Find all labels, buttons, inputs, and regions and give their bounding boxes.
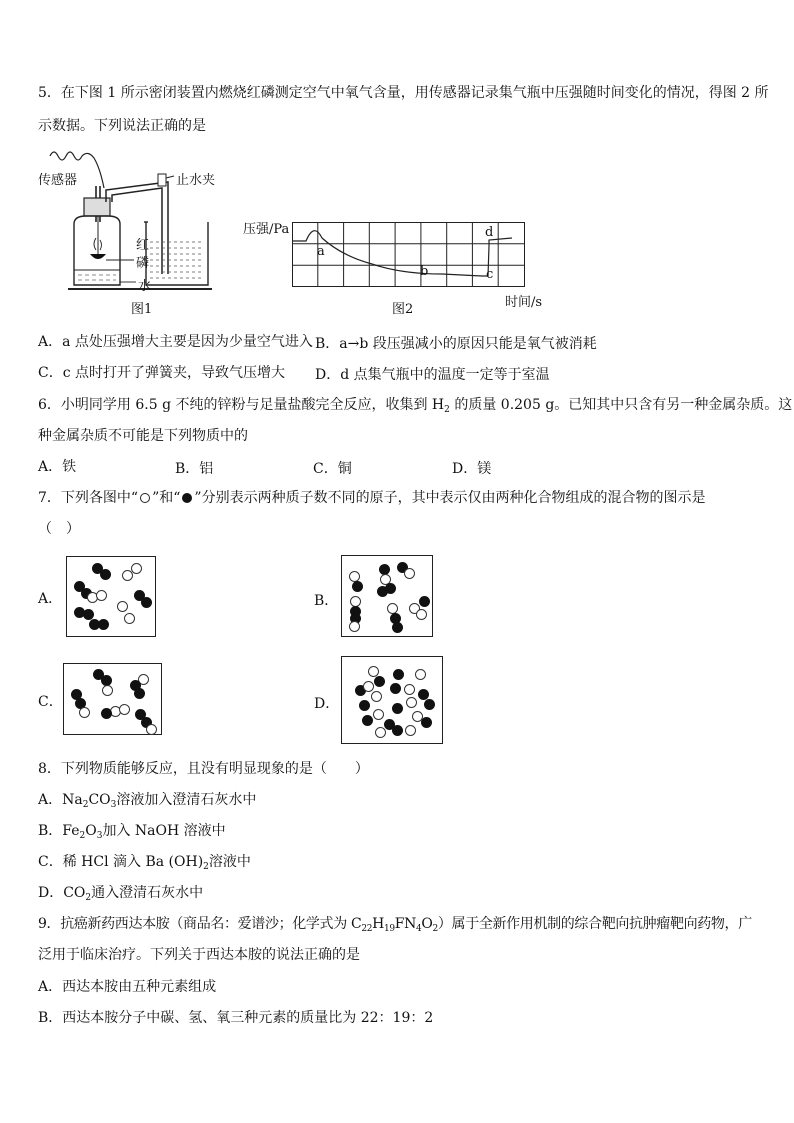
q9-option-a: A．西达本胺由五种元素组成 <box>38 979 217 995</box>
point-d: d <box>485 225 494 240</box>
q5-option-b: B．a→b 段压强减小的原因只能是氧气被消耗 <box>315 336 597 352</box>
q7-label-c: C． <box>38 694 63 710</box>
q7-answer-paren: （ ） <box>38 521 80 537</box>
q6-option-a: A．铁 <box>38 459 77 475</box>
q5-option-a: A．a 点处压强增大主要是因为少量空气进入 <box>38 334 313 350</box>
q9-option-b: B．西达本胺分子中碳、氢、氧三种元素的质量比为 22：19：2 <box>38 1010 434 1026</box>
q5-figure2 <box>240 214 560 319</box>
white-atom <box>404 568 415 579</box>
black-atom <box>421 717 432 728</box>
q5-stem-line1: 5．在下图 1 所示密闭装置内燃烧红磷测定空气中氧气含量，用传感器记录集气瓶中压强随时间变化的情况，得图 2 所 <box>38 85 769 101</box>
point-a: a <box>317 244 325 259</box>
black-atom <box>390 683 401 694</box>
white-atom <box>363 681 374 692</box>
red-phosphorus-label-2: 磷 <box>136 256 150 271</box>
pressure-graph <box>292 216 532 291</box>
black-atom <box>393 669 404 680</box>
white-atom <box>373 709 384 720</box>
black-atom <box>100 569 111 580</box>
black-atom <box>141 597 152 608</box>
q6-option-d: D．镁 <box>452 461 492 477</box>
q8-option-d: D．$CO_2$通入澄清石灰水中 <box>38 885 204 903</box>
q7-diagram-d <box>341 656 443 744</box>
q6-stem-line2: 种金属杂质不可能是下列物质中的 <box>38 428 248 444</box>
q8-stem: 8．下列物质能够反应，且没有明显现象的是（ ） <box>38 761 369 777</box>
q7-diagram-a <box>66 556 156 637</box>
q9-stem-line1: 9．抗癌新药西达本胺（商品名：爱谱沙；化学式为 $C_{22}H_{19}FN_4O_2$）属于全新作用机制的综合靶向抗肿瘤靶向药物，广 <box>38 916 752 934</box>
black-atom <box>101 708 112 719</box>
black-atom <box>134 688 145 699</box>
white-atom <box>146 724 157 735</box>
figure1-caption: 图1 <box>131 302 153 317</box>
q5-figure1 <box>36 142 236 317</box>
black-atom <box>352 581 363 592</box>
q7-diagram-b <box>341 555 433 637</box>
q6-option-c: C．铜 <box>313 461 352 477</box>
q7-stem: 7．下列各图中“ ”和“ ”分别表示两种质子数不同的原子，其中表示仅由两种化合物组成的混合物的图示是 <box>38 490 706 506</box>
point-c: c <box>486 267 494 282</box>
black-atom <box>374 676 385 687</box>
black-atom <box>385 583 396 594</box>
q7-label-a: A． <box>38 591 63 607</box>
white-atom <box>349 621 360 632</box>
white-atom <box>102 685 113 696</box>
q8-option-a: A．$Na_2CO_3$溶液加入澄清石灰水中 <box>38 792 257 810</box>
white-atom <box>415 669 426 680</box>
white-atom <box>406 697 417 708</box>
black-atom <box>98 619 109 630</box>
black-atom <box>392 703 403 714</box>
white-atom <box>404 684 415 695</box>
clamp-label: 止水夹 <box>176 173 216 188</box>
q6-option-b: B．铝 <box>175 461 214 477</box>
black-atom <box>392 622 403 633</box>
q8-option-c: C．稀 HCl 滴入 Ba $(OH)_2$溶液中 <box>38 854 251 872</box>
black-atom-icon <box>182 493 192 503</box>
white-atom <box>119 704 130 715</box>
sensor-label: 传感器 <box>38 173 78 188</box>
black-atom <box>359 700 370 711</box>
black-atom <box>424 699 435 710</box>
white-atom <box>131 563 142 574</box>
white-atom <box>375 727 386 738</box>
black-atom <box>419 596 430 607</box>
black-atom <box>392 725 403 736</box>
point-b: b <box>420 264 429 279</box>
q7-label-d: D． <box>314 696 340 712</box>
red-phosphorus-label-1: 红 <box>136 238 150 253</box>
white-atom <box>405 725 416 736</box>
pressure-axis-label: 压强/Pa <box>243 222 290 237</box>
q9-stem-line2: 泛用于临床治疗。下列关于西达本胺的说法正确的是 <box>38 947 360 963</box>
black-atom <box>362 715 373 726</box>
white-atom <box>416 609 427 620</box>
white-atom <box>96 590 107 601</box>
q5-option-d: D．d 点集气瓶中的温度一定等于室温 <box>315 367 550 383</box>
q8-option-b: B．$Fe_2O_3$加入 NaOH 溶液中 <box>38 823 226 841</box>
q5-stem-line2: 示数据。下列说法正确的是 <box>38 118 206 134</box>
time-axis-label: 时间/s <box>505 295 543 310</box>
water-label: 水 <box>138 279 152 294</box>
white-atom <box>371 691 382 702</box>
white-atom <box>79 707 90 718</box>
q5-option-c: C．c 点时打开了弹簧夹，导致气压增大 <box>38 365 286 381</box>
q6-stem-line1: 6．小明同学用 6.5 g 不纯的锌粉与足量盐酸完全反应，收集到 $H_2$ 的质量 0.205 g。已知其中只含有另一种金属杂质。这 <box>38 397 793 415</box>
white-atom <box>117 601 128 612</box>
q7-diagram-c <box>63 663 162 735</box>
figure2-caption: 图2 <box>392 302 414 317</box>
white-atom <box>124 613 135 624</box>
white-atom-icon <box>140 493 150 503</box>
q7-label-b: B． <box>314 593 339 609</box>
